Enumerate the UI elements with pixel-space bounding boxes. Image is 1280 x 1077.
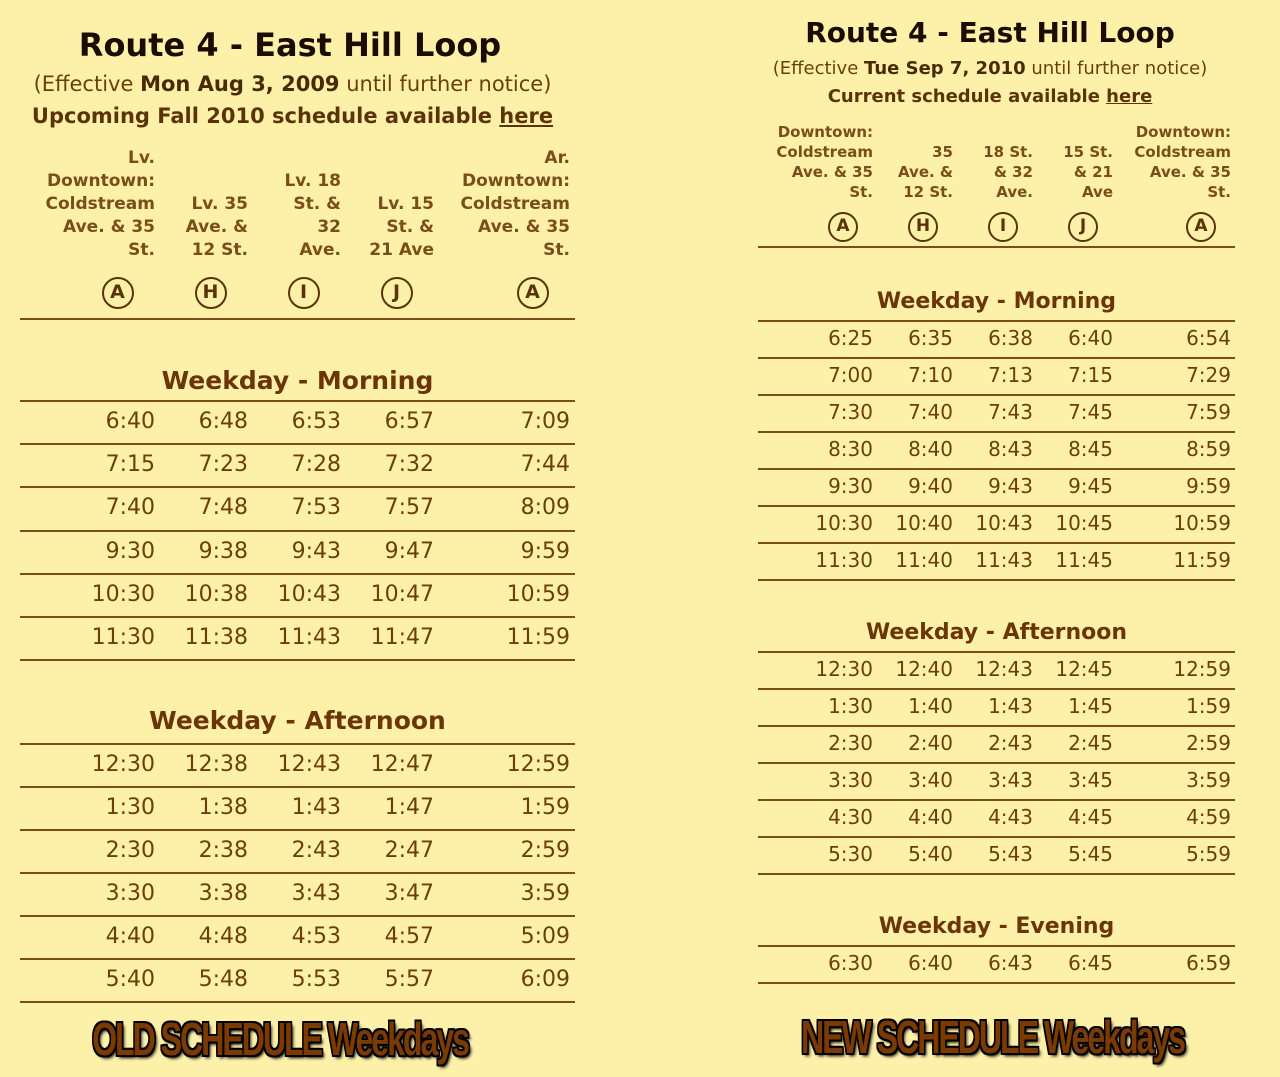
section-title: Weekday - Evening (878, 914, 1115, 939)
table-row (740, 320, 1235, 357)
time-cell: 11:43 (975, 548, 1033, 572)
time-cell: 12:30 (815, 657, 873, 681)
time-cell: 6:30 (828, 951, 873, 975)
time-cell: 12:45 (1055, 657, 1113, 681)
table-row (740, 945, 1235, 982)
time-cell: 4:40 (105, 924, 155, 949)
row-divider (758, 873, 1235, 875)
time-cell: 7:40 (105, 495, 155, 521)
time-cell: 5:48 (198, 967, 248, 992)
row-divider (20, 659, 575, 661)
time-cell: 7:59 (1186, 400, 1231, 424)
table-row (740, 542, 1235, 579)
time-cell: 1:45 (1068, 694, 1113, 718)
time-cell: 5:40 (105, 967, 155, 992)
time-cell: 9:30 (105, 538, 155, 564)
time-cell: 7:15 (105, 452, 155, 478)
table-row (0, 400, 575, 443)
time-cell: 4:48 (198, 924, 248, 949)
page-title: Route 4 - East Hill Loop (805, 16, 1175, 49)
time-cell: 6:45 (1068, 951, 1113, 975)
time-cell: 7:48 (198, 495, 248, 521)
time-cell: 2:43 (988, 731, 1033, 755)
time-cell: 1:40 (908, 694, 953, 718)
time-cell: 6:43 (988, 951, 1033, 975)
effective-date: Tue Sep 7, 2010 (864, 58, 1026, 79)
time-cell: 6:38 (988, 326, 1033, 350)
time-cell: 8:40 (908, 437, 953, 461)
stop-j-icon: J (381, 277, 413, 309)
time-cell: 6:53 (291, 409, 341, 434)
time-cell: 10:43 (975, 511, 1033, 535)
schedule-caption: OLD SCHEDULE Weekdays (92, 1013, 468, 1065)
schedule-link[interactable]: here (499, 104, 554, 128)
time-cell: 6:40 (105, 409, 155, 434)
stop-a-icon: A (828, 212, 858, 242)
time-cell: 11:38 (184, 625, 248, 650)
effective-date: Mon Aug 3, 2009 (140, 72, 340, 96)
section-title: Weekday - Morning (876, 289, 1117, 314)
stop-a-icon: A (102, 277, 134, 309)
time-cell: 2:59 (520, 838, 570, 863)
time-cell: 1:30 (105, 795, 155, 820)
time-cell: 8:09 (520, 495, 570, 521)
table-row (740, 431, 1235, 468)
row-divider (758, 982, 1235, 984)
table-row (0, 443, 575, 486)
table-row (0, 915, 575, 958)
column-header: 35 Ave. & 12 St. (897, 143, 953, 201)
time-cell: 9:38 (198, 538, 248, 564)
time-cell: 11:40 (895, 548, 953, 572)
time-cell: 9:59 (520, 538, 570, 564)
time-cell: 7:09 (520, 409, 570, 434)
time-cell: 10:47 (370, 581, 434, 607)
section-title: Weekday - Morning (161, 366, 434, 395)
time-cell: 10:30 (815, 511, 873, 535)
time-cell: 7:28 (291, 452, 341, 478)
time-cell: 10:38 (184, 581, 248, 607)
table-row (740, 505, 1235, 542)
effective-prefix: (Effective (33, 72, 141, 96)
time-cell: 4:40 (908, 805, 953, 829)
time-cell: 12:40 (895, 657, 953, 681)
stop-i-icon: I (288, 277, 320, 309)
time-cell: 11:30 (815, 548, 873, 572)
stop-h-icon: H (908, 212, 938, 242)
time-cell: 11:59 (506, 625, 570, 650)
column-header: Ar. Downtown: Coldstream Ave. & 35 St. (460, 148, 570, 260)
time-cell: 6:25 (828, 326, 873, 350)
time-cell: 11:30 (91, 625, 155, 650)
effective-notice (735, 58, 1245, 79)
time-cell: 1:59 (520, 795, 570, 820)
time-cell: 3:30 (828, 768, 873, 792)
table-row (740, 725, 1235, 762)
header-divider (758, 246, 1235, 248)
time-cell: 7:13 (988, 363, 1033, 387)
time-cell: 3:59 (1186, 768, 1231, 792)
time-cell: 5:30 (828, 842, 873, 866)
time-cell: 6:59 (1186, 951, 1231, 975)
time-cell: 12:59 (506, 752, 570, 777)
table-row (0, 573, 575, 616)
time-cell: 3:38 (198, 881, 248, 906)
header-divider (20, 318, 575, 320)
time-cell: 4:30 (828, 805, 873, 829)
time-cell: 6:40 (1068, 326, 1113, 350)
time-cell: 7:32 (384, 452, 434, 478)
time-cell: 1:38 (198, 795, 248, 820)
table-row (0, 486, 575, 529)
section-title: Weekday - Afternoon (149, 706, 446, 735)
time-cell: 7:15 (1068, 363, 1113, 387)
time-cell: 9:43 (988, 474, 1033, 498)
time-cell: 4:59 (1186, 805, 1231, 829)
time-cell: 6:48 (198, 409, 248, 434)
stop-j-icon: J (1068, 212, 1098, 242)
time-cell: 3:30 (105, 881, 155, 906)
time-cell: 6:57 (384, 409, 434, 434)
column-header: Downtown: Coldstream Ave. & 35 St. (776, 123, 873, 201)
time-cell: 1:47 (384, 795, 434, 820)
time-cell: 5:53 (291, 967, 341, 992)
time-cell: 8:59 (1186, 437, 1231, 461)
time-cell: 7:30 (828, 400, 873, 424)
time-cell: 6:40 (908, 951, 953, 975)
time-cell: 12:38 (184, 752, 248, 777)
time-cell: 4:57 (384, 924, 434, 949)
time-cell: 7:45 (1068, 400, 1113, 424)
table-row (0, 530, 575, 573)
effective-prefix: (Effective (772, 58, 865, 79)
table-row (740, 468, 1235, 505)
schedule-notice (735, 86, 1245, 107)
time-cell: 12:47 (370, 752, 434, 777)
time-cell: 4:53 (291, 924, 341, 949)
column-header: Lv. 35 Ave. & 12 St. (185, 194, 248, 260)
time-cell: 11:59 (1173, 548, 1231, 572)
table-row (0, 616, 575, 659)
new-schedule-panel (740, 0, 1260, 1077)
time-cell: 7:23 (198, 452, 248, 478)
time-cell: 8:45 (1068, 437, 1113, 461)
table-row (740, 799, 1235, 836)
time-cell: 6:09 (520, 967, 570, 992)
table-row (0, 829, 575, 872)
table-row (0, 958, 575, 1001)
time-cell: 5:57 (384, 967, 434, 992)
time-cell: 2:59 (1186, 731, 1231, 755)
column-header: Downtown: Coldstream Ave. & 35 St. (1134, 123, 1231, 201)
section-title: Weekday - Afternoon (865, 620, 1128, 645)
time-cell: 7:29 (1186, 363, 1231, 387)
time-cell: 2:30 (828, 731, 873, 755)
time-cell: 3:43 (988, 768, 1033, 792)
time-cell: 3:59 (520, 881, 570, 906)
time-cell: 5:40 (908, 842, 953, 866)
time-cell: 5:09 (520, 924, 570, 949)
time-cell: 6:54 (1186, 326, 1231, 350)
row-divider (758, 579, 1235, 581)
time-cell: 3:47 (384, 881, 434, 906)
time-cell: 10:59 (506, 581, 570, 607)
time-cell: 12:43 (975, 657, 1033, 681)
time-cell: 10:40 (895, 511, 953, 535)
time-cell: 7:00 (828, 363, 873, 387)
time-cell: 8:43 (988, 437, 1033, 461)
time-cell: 10:59 (1173, 511, 1231, 535)
time-cell: 3:40 (908, 768, 953, 792)
time-cell: 4:43 (988, 805, 1033, 829)
time-cell: 9:59 (1186, 474, 1231, 498)
page-title: Route 4 - East Hill Loop (78, 26, 502, 64)
time-cell: 9:40 (908, 474, 953, 498)
effective-suffix: until further notice) (339, 72, 552, 96)
time-cell: 11:47 (370, 625, 434, 650)
table-row (740, 651, 1235, 688)
column-header: Lv. 18 St. & 32 Ave. (284, 171, 341, 260)
old-schedule-panel (0, 0, 600, 1077)
stop-i-icon: I (988, 212, 1018, 242)
time-cell: 2:40 (908, 731, 953, 755)
time-cell: 9:47 (384, 538, 434, 564)
time-cell: 7:57 (384, 495, 434, 521)
time-cell: 12:43 (277, 752, 341, 777)
time-cell: 1:43 (291, 795, 341, 820)
notice-text: Current schedule available (827, 86, 1107, 107)
stop-h-icon: H (195, 277, 227, 309)
table-row (740, 394, 1235, 431)
column-header: Lv. 15 St. & 21 Ave (369, 194, 434, 260)
time-cell: 3:45 (1068, 768, 1113, 792)
row-divider (20, 1001, 575, 1003)
time-cell: 7:44 (520, 452, 570, 478)
time-cell: 5:59 (1186, 842, 1231, 866)
time-cell: 5:43 (988, 842, 1033, 866)
table-row (740, 357, 1235, 394)
effective-notice (0, 72, 595, 96)
stop-a-icon: A (517, 277, 549, 309)
schedule-link[interactable]: here (1106, 86, 1153, 107)
time-cell: 2:30 (105, 838, 155, 863)
table-row (0, 872, 575, 915)
table-row (0, 786, 575, 829)
time-cell: 1:59 (1186, 694, 1231, 718)
time-cell: 2:45 (1068, 731, 1113, 755)
schedule-notice (0, 104, 595, 128)
time-cell: 1:43 (988, 694, 1033, 718)
notice-text: Upcoming Fall 2010 schedule available (31, 104, 500, 128)
time-cell: 6:35 (908, 326, 953, 350)
time-cell: 7:10 (908, 363, 953, 387)
column-header: Lv. Downtown: Coldstream Ave. & 35 St. (45, 148, 155, 260)
time-cell: 10:30 (91, 581, 155, 607)
time-cell: 4:45 (1068, 805, 1113, 829)
time-cell: 2:38 (198, 838, 248, 863)
effective-suffix: until further notice) (1025, 58, 1208, 79)
time-cell: 12:59 (1173, 657, 1231, 681)
time-cell: 7:43 (988, 400, 1033, 424)
time-cell: 8:30 (828, 437, 873, 461)
time-cell: 9:43 (291, 538, 341, 564)
table-row (740, 688, 1235, 725)
time-cell: 11:43 (277, 625, 341, 650)
time-cell: 7:53 (291, 495, 341, 521)
time-cell: 7:40 (908, 400, 953, 424)
table-row (740, 836, 1235, 873)
time-cell: 12:30 (91, 752, 155, 777)
table-row (740, 762, 1235, 799)
stop-a-icon: A (1186, 212, 1216, 242)
time-cell: 9:45 (1068, 474, 1113, 498)
column-header: 15 St. & 21 Ave (1063, 143, 1113, 201)
time-cell: 2:47 (384, 838, 434, 863)
time-cell: 11:45 (1055, 548, 1113, 572)
time-cell: 5:45 (1068, 842, 1113, 866)
time-cell: 2:43 (291, 838, 341, 863)
time-cell: 9:30 (828, 474, 873, 498)
table-row (0, 743, 575, 786)
time-cell: 1:30 (828, 694, 873, 718)
time-cell: 10:43 (277, 581, 341, 607)
time-cell: 10:45 (1055, 511, 1113, 535)
time-cell: 3:43 (291, 881, 341, 906)
column-header: 18 St. & 32 Ave. (983, 143, 1033, 201)
schedule-caption: NEW SCHEDULE Weekdays (801, 1011, 1184, 1063)
